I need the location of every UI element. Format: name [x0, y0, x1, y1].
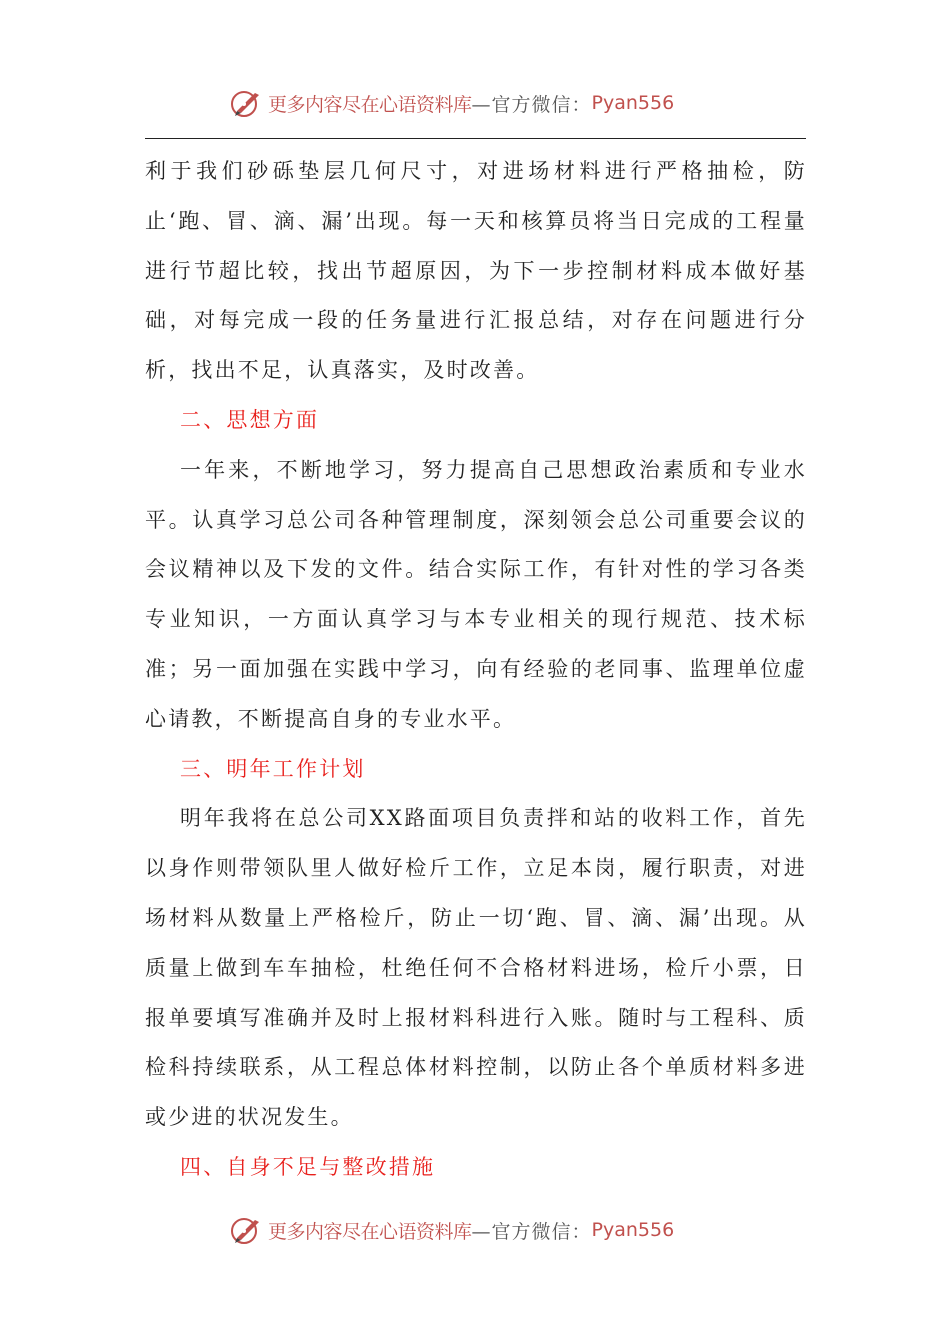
pen-logo-icon: [228, 1212, 264, 1248]
paragraph-continued: 利于我们砂砾垫层几何尺寸，对进场材料进行严格抽检，防止‘跑、冒、滴、漏’出现。每一天和核算员将当日完成的工程量进行节超比较，找出节超原因，为下一步控制材料成本做好基础，对每完成一段的任务量进行汇报总结，对存在问题进行分析，找出不足，认真落实，及时改善。: [145, 159, 807, 383]
banner-wechat-id: Pyan556: [591, 1219, 675, 1241]
footer-banner: [228, 1210, 674, 1250]
banner-official-label: —官方微信：: [471, 93, 592, 116]
banner-official-label: —官方微信：: [471, 1220, 592, 1243]
document-body: [145, 147, 807, 1193]
paragraph-thought: 一年来，不断地学习，努力提高自己思想政治素质和专业水平。认真学习总公司各种管理制度，深刻领会总公司重要会议的会议精神以及下发的文件。结合实际工作，有针对性的学习各类专业知识，一方面认真学习与本专业相关的现行规范、技术标准；另一面加强在实践中学习，向有经验的老同事、监理单位虚心请教，不断提高自身的专业水平。: [145, 457, 807, 731]
banner-title: 更多内容尽在心语资料库: [268, 93, 472, 116]
banner-title: 更多内容尽在心语资料库: [268, 1220, 472, 1243]
paragraph-plan: 明年我将在总公司XX路面项目负责拌和站的收料工作，首先以身作则带领队里人做好检斤工作，立足本岗，履行职责，对进场材料从数量上严格检斤，防止一切‘跑、冒、滴、漏’出现。从质量上做到车车抽检，杜绝任何不合格材料进场，检斤小票，日报单要填写准确并及时上报材料科进行入账。随时与工程科、质检科持续联系，从工程总体材料控制，以防止各个单质材料多进或少进的状况发生。: [145, 806, 807, 1130]
section-heading-improvement: 四、自身不足与整改措施: [180, 1154, 436, 1179]
section-heading-plan: 三、明年工作计划: [180, 756, 366, 781]
pen-logo-icon: [228, 85, 264, 121]
banner-wechat-id: Pyan556: [591, 92, 675, 114]
section-heading-thought: 二、思想方面: [180, 407, 320, 432]
header-banner: [228, 83, 674, 123]
header-divider: [145, 138, 806, 139]
